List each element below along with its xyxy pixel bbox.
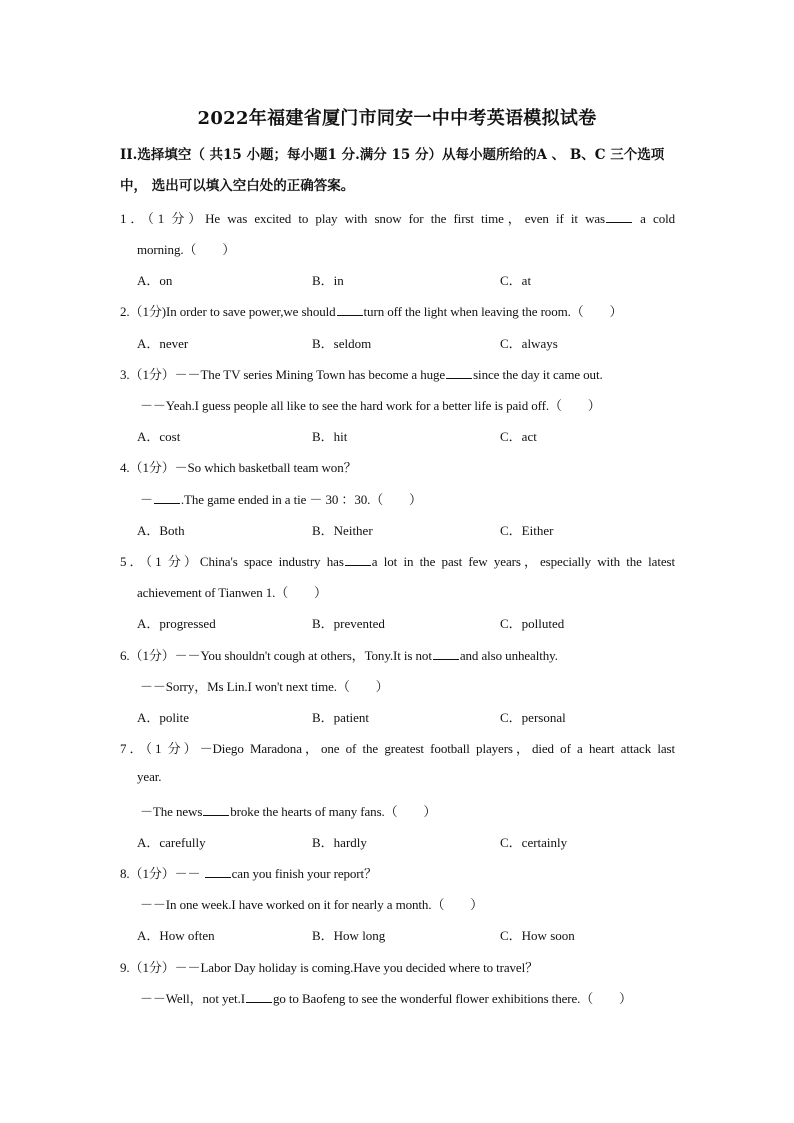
question-3-reply: －－Yeah.I guess people all like to see the hard work for a better life is paid off.（ ） — [140, 398, 601, 413]
section-heading-line2: 中， 选出可以填入空白处的正确答案。 — [120, 178, 355, 194]
question-7-cont: year. — [137, 769, 162, 784]
option-b[interactable]: B．hit — [312, 429, 348, 444]
option-b[interactable]: B．patient — [312, 710, 370, 725]
question-4: 4.（1分）－So which basketball team won？ — [120, 460, 357, 475]
option-b[interactable]: B．in — [312, 273, 344, 288]
option-a[interactable]: A．progressed — [137, 616, 216, 631]
question-9-reply: －－Well，not yet.I go to Baofeng to see the wonderful flower exhibitions there.（ ） — [140, 991, 632, 1006]
question-8: 8.（1分）－－ can you finish your report？ — [120, 866, 377, 881]
option-a[interactable]: A．Both — [137, 523, 185, 538]
question-3: 3.（1分）－－The TV series Mining Town has become a huge since the day it came out. — [120, 367, 603, 382]
question-9: 9.（1分）－－Labor Day holiday is coming.Have you decided where to travel？ — [120, 960, 539, 975]
section-heading-line1: II.选择填空（ 共15 小题；每小题1 分.满分 15 分）从每小题所给的A 、 B、C 三个选项 — [120, 147, 665, 163]
question-6-reply: －－Sorry，Ms Lin.I won't next time.（ ） — [140, 679, 389, 694]
question-7: 7．（1 分）－Diego Maradona，one of the greatest football players，died of a heart attack last — [120, 741, 675, 756]
option-a[interactable]: A．cost — [137, 429, 181, 444]
answer-blank — [154, 492, 180, 504]
option-c[interactable]: C．always — [500, 336, 558, 351]
option-b[interactable]: B．How long — [312, 928, 386, 943]
question-1: 1．（1 分）He was excited to play with snow for the first time，even if it was a cold — [120, 211, 676, 226]
answer-blank — [433, 648, 459, 660]
answer-blank — [203, 804, 229, 816]
answer-blank — [337, 304, 363, 316]
question-8-reply: －－In one week.I have worked on it for nearly a month.（ ） — [140, 897, 484, 912]
page-title: 2022年福建省厦门市同安一中中考英语模拟试卷 — [197, 108, 597, 129]
question-2: 2.（1分)In order to save power,we should turn off the light when leaving the room.（ ） — [120, 304, 623, 319]
option-b[interactable]: B．prevented — [312, 616, 385, 631]
option-c[interactable]: C．polluted — [500, 616, 565, 631]
question-6: 6.（1分）－－You shouldn't cough at others，Tony.It is not and also unhealthy. — [120, 648, 558, 663]
option-b[interactable]: B．seldom — [312, 336, 372, 351]
option-b[interactable]: B．hardly — [312, 835, 367, 850]
question-5-cont: achievement of Tianwen 1.（ ） — [137, 585, 327, 600]
answer-blank — [246, 991, 272, 1003]
option-c[interactable]: C．act — [500, 429, 537, 444]
option-c[interactable]: C．Either — [500, 523, 554, 538]
option-b[interactable]: B．Neither — [312, 523, 373, 538]
option-a[interactable]: A．never — [137, 336, 189, 351]
question-7-reply: －The news broke the hearts of many fans.（ ） — [140, 804, 437, 819]
option-c[interactable]: C．at — [500, 273, 532, 288]
answer-blank — [606, 211, 632, 223]
question-4-reply: － .The game ended in a tie － 30 ：30.（ ） — [140, 492, 422, 507]
answer-blank — [205, 866, 231, 878]
option-a[interactable]: A．polite — [137, 710, 189, 725]
option-a[interactable]: A．on — [137, 273, 173, 288]
option-c[interactable]: C．certainly — [500, 835, 568, 850]
option-a[interactable]: A．How often — [137, 928, 215, 943]
option-a[interactable]: A．carefully — [137, 835, 206, 850]
answer-blank — [345, 554, 371, 566]
option-c[interactable]: C．personal — [500, 710, 566, 725]
option-c[interactable]: C．How soon — [500, 928, 575, 943]
question-1-cont: morning.（ ） — [137, 242, 236, 257]
section-heading — [120, 140, 680, 202]
answer-blank — [446, 367, 472, 379]
question-5: 5．（1 分）China's space industry has a lot in the past few years，especially with the latest — [120, 554, 675, 569]
